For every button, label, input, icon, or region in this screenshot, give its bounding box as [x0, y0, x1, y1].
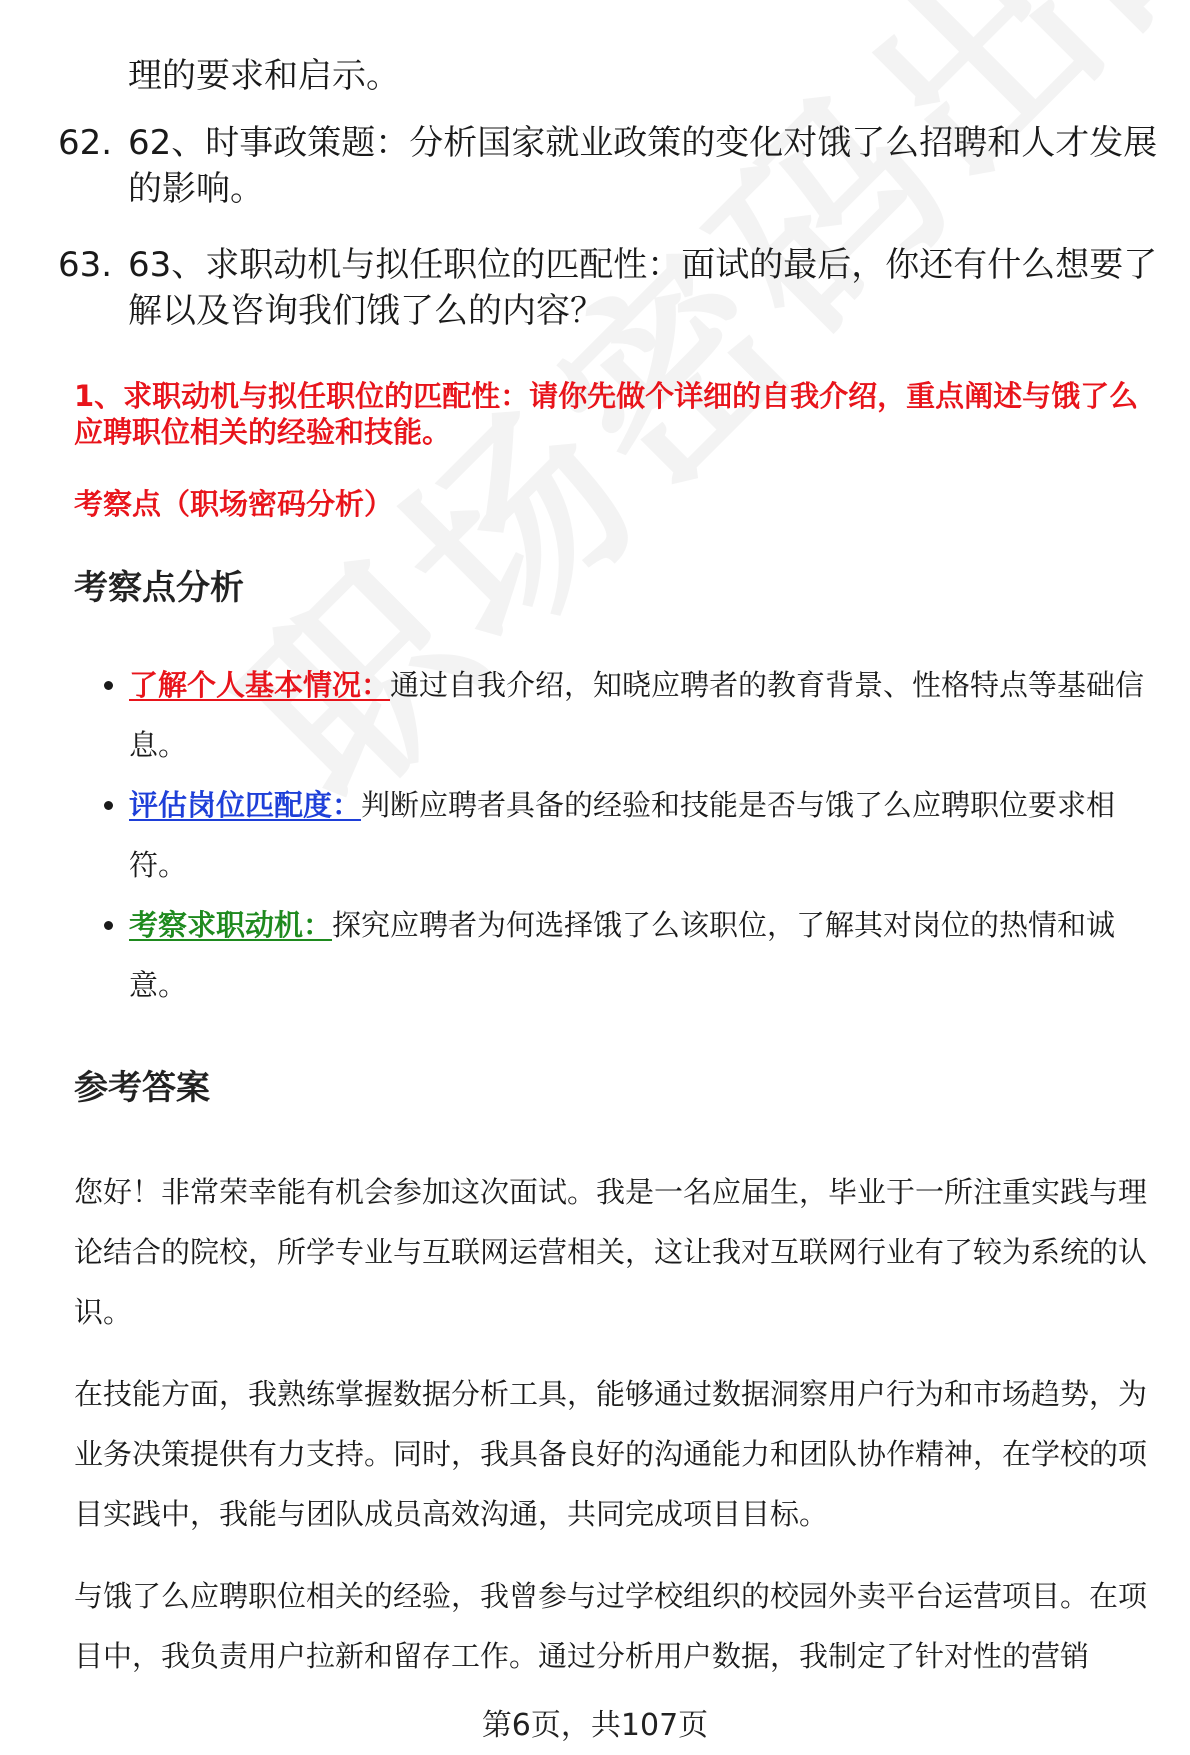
page-number: 第6页，共107页 [481, 1708, 709, 1743]
answer-paragraph: 您好！非常荣幸能有机会参加这次面试。我是一名应届生，毕业于一所注重实践与理论结合的院校，所学专业与互联网运营相关，这让我对互联网行业有了较为系统的认识。 [74, 1175, 1148, 1329]
answer-paragraph: 与饿了么应聘职位相关的经验，我曾参与过学校组织的校园外卖平台运营项目。在项目中，我负责用户拉新和留存工作。通过分析用户数据，我制定了针对性的营销 [74, 1579, 1148, 1673]
analysis-text: 通过自我介绍，知晓应聘者的教育背景、性格特点等基础信息。 [129, 668, 1145, 762]
analysis-item [0, 655, 1190, 775]
item-number: 63. [58, 245, 113, 285]
analysis-heading: 考察点分析 [74, 568, 244, 608]
answer-paragraph: 在技能方面，我熟练掌握数据分析工具，能够通过数据洞察用户行为和市场趋势，为业务决策提供有力支持。同时，我具备良好的沟通能力和团队协作精神，在学校的项目实践中，我能与团队成员高效沟通，共同完成项目目标。 [74, 1377, 1148, 1531]
focus-label: 考察点（职场密码分析） [74, 487, 394, 521]
list-item [58, 120, 1158, 212]
analysis-item [0, 895, 1190, 1015]
list-item [58, 242, 1158, 334]
item-text: 62、时事政策题：分析国家就业政策的变化对饿了么招聘和人才发展的影响。 [128, 123, 1158, 209]
analysis-label: 考察求职动机： [129, 908, 333, 942]
item-number: 62. [58, 123, 113, 163]
analysis-list [0, 655, 1190, 1015]
bullet-icon [104, 801, 113, 810]
analysis-item [0, 775, 1190, 895]
analysis-text: 判断应聘者具备的经验和技能是否与饿了么应聘职位要求相符。 [129, 788, 1116, 882]
analysis-label: 评估岗位匹配度： [129, 788, 362, 822]
analysis-label: 了解个人基本情况： [129, 668, 391, 702]
continued-text: 理的要求和启示。 [128, 56, 400, 96]
bullet-icon [104, 921, 113, 930]
bullet-icon [104, 681, 113, 690]
analysis-text: 探究应聘者为何选择饿了么该职位，了解其对岗位的热情和诚意。 [129, 908, 1116, 1002]
answer-heading: 参考答案 [74, 1068, 210, 1108]
question-title: 1、求职动机与拟任职位的匹配性：请你先做个详细的自我介绍，重点阐述与饿了么应聘职位相关的经验和技能。 [74, 379, 1139, 449]
item-text: 63、求职动机与拟任职位的匹配性：面试的最后，你还有什么想要了解以及咨询我们饿了么的内容？ [128, 245, 1158, 331]
